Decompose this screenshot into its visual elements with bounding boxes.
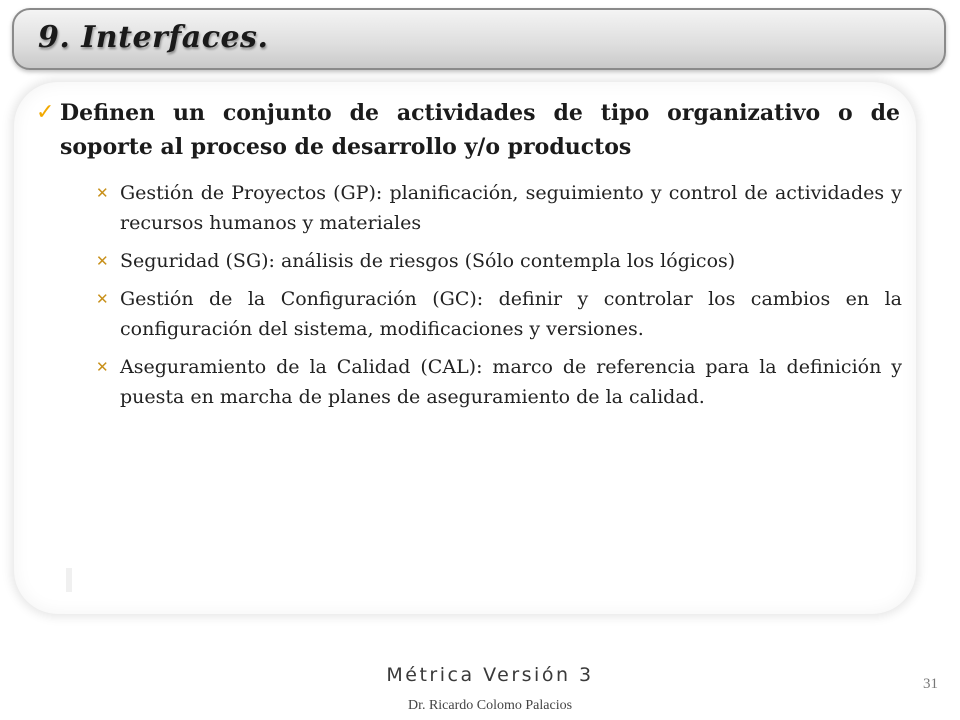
sub-bullet-list [96, 178, 902, 420]
checkmark-icon: ✓ [36, 100, 55, 125]
x-bullet-icon: ✕ [96, 184, 109, 202]
x-bullet-icon: ✕ [96, 252, 109, 270]
slide-title: 9. Interfaces. [38, 20, 269, 55]
list-item-text: Seguridad (SG): análisis de riesgos (Sólo contempla los lógicos) [120, 250, 736, 272]
x-bullet-icon: ✕ [96, 290, 109, 308]
list-item [96, 246, 902, 276]
decorative-mark [66, 568, 72, 592]
main-bullet-text: Definen un conjunto de actividades de tipo organizativo o de soporte al proceso de desarrollo y/o productos [60, 100, 900, 160]
list-item [96, 178, 902, 238]
main-bullet [36, 96, 900, 164]
footer-author: Dr. Ricardo Colomo Palacios [407, 698, 573, 713]
x-bullet-icon: ✕ [96, 358, 109, 376]
footer-title: Métrica Versión 3 [386, 664, 594, 686]
list-item-text: Aseguramiento de la Calidad (CAL): marco de referencia para la definición y puesta en marcha de planes de aseguramiento de la calidad. [120, 356, 902, 408]
page-number: 31 [923, 676, 938, 692]
title-bar [12, 8, 946, 70]
list-item-text: Gestión de Proyectos (GP): planificación, seguimiento y control de actividades y recursos humanos y materiales [120, 182, 902, 234]
list-item-text: Gestión de la Configuración (GC): definir y controlar los cambios en la configuración del sistema, modificaciones y versiones. [120, 288, 902, 340]
list-item [96, 284, 902, 344]
list-item [96, 352, 902, 412]
